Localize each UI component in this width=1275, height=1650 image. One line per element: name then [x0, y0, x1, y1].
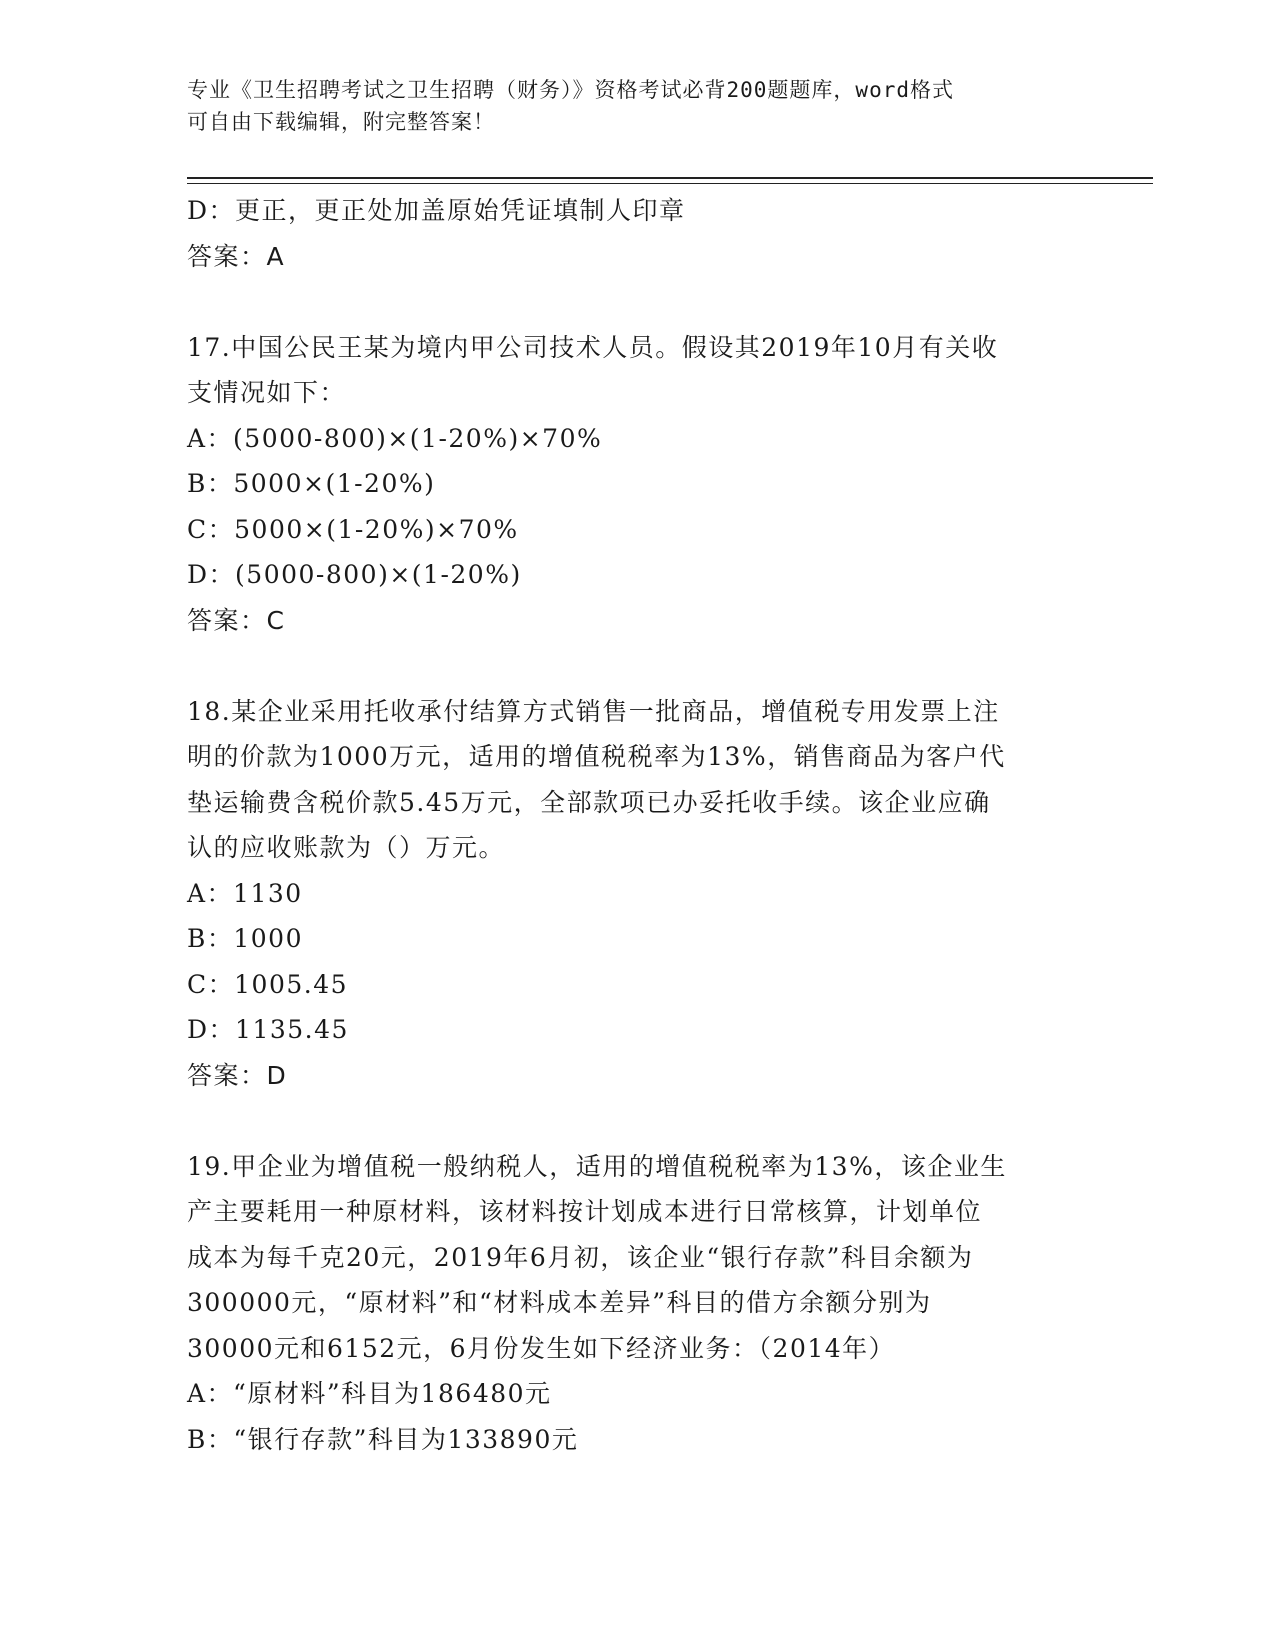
question-text-line: 明的价款为1000万元，适用的增值税税率为13%，销售商品为客户代: [187, 742, 1006, 771]
option-b: B：5000×(1-20%): [187, 469, 436, 498]
option-b: B：“银行存款”科目为133890元: [187, 1424, 579, 1454]
option-d: D：(5000-800)×(1-20%): [187, 560, 522, 589]
question-18: [187, 689, 1087, 1099]
question-text-line: 19.甲企业为增值税一般纳税人，适用的增值税税率为13%，该企业生: [187, 1151, 1007, 1181]
spacer: [187, 1098, 1087, 1144]
question-text-line: 300000元，“原材料”和“材料成本差异”科目的借方余额分别为: [187, 1288, 932, 1317]
question-text-line: 垫运输费含税价款5.45万元，全部款项已办妥托收手续。该企业应确: [187, 787, 991, 817]
header-rule-thin: [187, 183, 1153, 184]
header-line-2: 可自由下载编辑，附完整答案！: [187, 110, 495, 134]
option-a: A：1130: [187, 878, 303, 908]
header-rule-thick: [187, 177, 1153, 179]
page-header: [187, 74, 1087, 138]
option-b: B：1000: [187, 924, 303, 953]
option-a: A：“原材料”科目为186480元: [187, 1379, 552, 1408]
option-d: D：1135.45: [187, 1015, 349, 1044]
question-text-line: 产主要耗用一种原材料，该材料按计划成本进行日常核算，计划单位: [187, 1197, 983, 1226]
spacer: [187, 643, 1087, 689]
question-19: [187, 1144, 1087, 1463]
option-c: C：5000×(1-20%)×70%: [187, 514, 519, 544]
option-a: A：(5000-800)×(1-20%)×70%: [187, 423, 603, 453]
spacer: [187, 279, 1087, 325]
option-c: C：1005.45: [187, 969, 349, 999]
question-text-line: 支情况如下：: [187, 378, 347, 407]
question-17: [187, 325, 1087, 644]
question-text-line: 17.中国公民王某为境内甲公司技术人员。假设其2019年10月有关收: [187, 332, 999, 362]
question-text-line: 18.某企业采用托收承付结算方式销售一批商品，增值税专用发票上注: [187, 696, 1000, 726]
answer-line: 答案：C: [187, 605, 286, 635]
question-text-line: 成本为每千克20元，2019年6月初，该企业“银行存款”科目余额为: [187, 1242, 974, 1272]
option-d: D：更正，更正处加盖原始凭证填制人印章: [187, 196, 686, 225]
document-body: [187, 188, 1087, 1462]
question-text-line: 30000元和6152元，6月份发生如下经济业务：（2014年）: [187, 1333, 896, 1363]
answer-line: 答案：A: [187, 241, 286, 271]
question-text-line: 认的应收账款为（）万元。: [187, 833, 506, 862]
header-line-1: 专业《卫生招聘考试之卫生招聘（财务）》资格考试必背200题题库，word格式: [187, 78, 954, 102]
answer-line: 答案：D: [187, 1060, 288, 1090]
